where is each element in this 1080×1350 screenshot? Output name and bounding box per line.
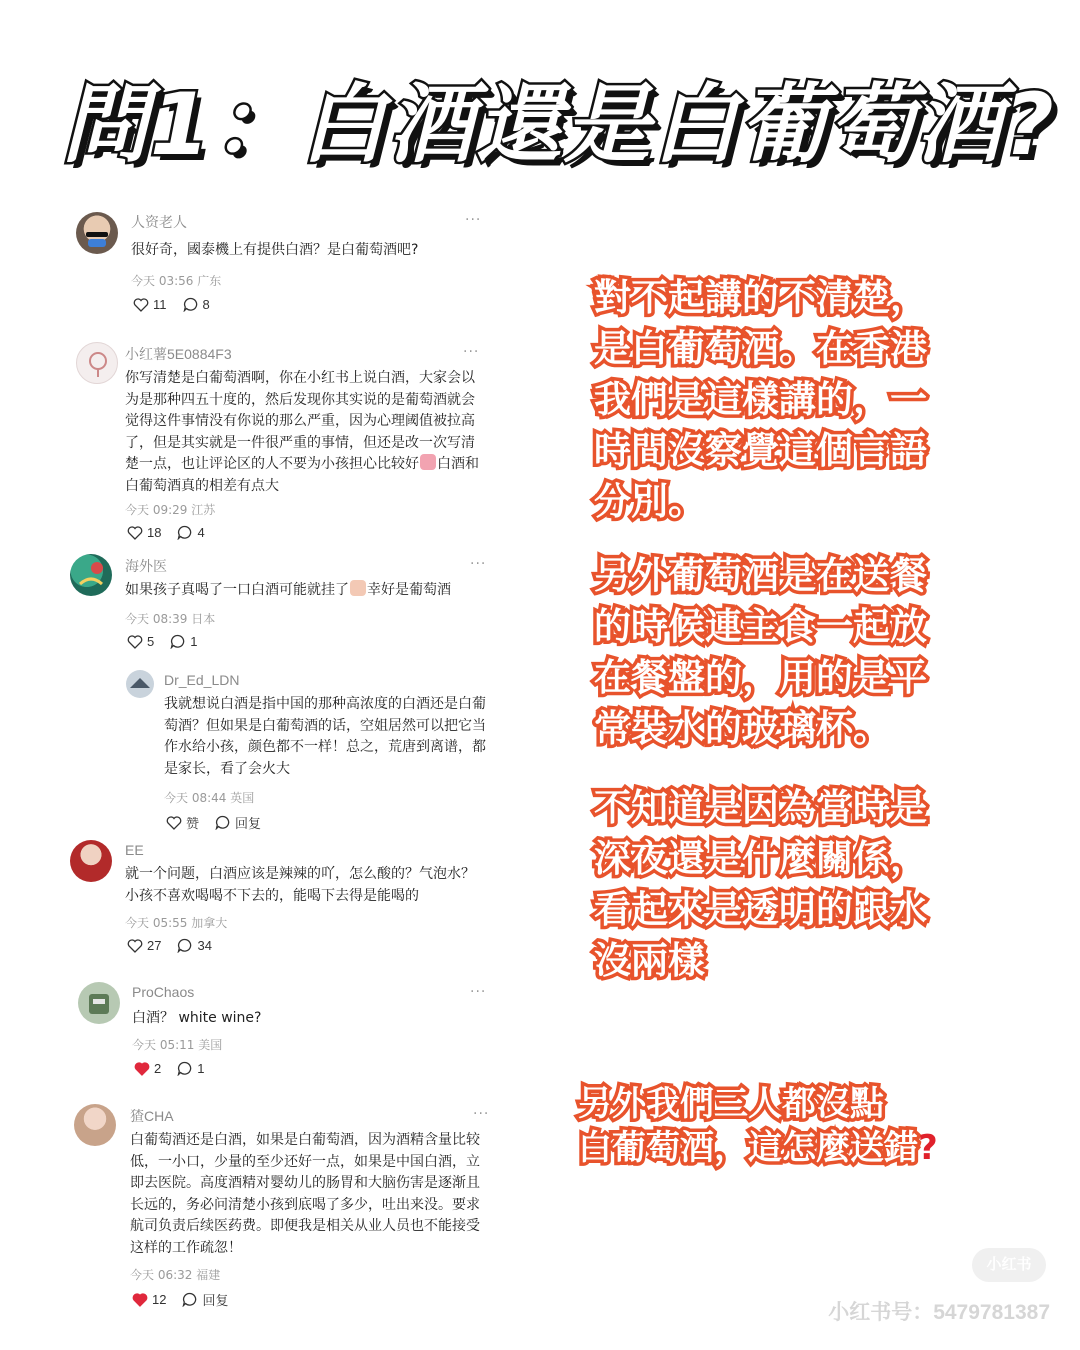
- page-title: 問1：白酒還是白葡萄酒?: [62, 75, 1056, 175]
- comment-actions: [127, 938, 212, 953]
- comment-icon: [182, 1292, 198, 1307]
- comment-username[interactable]: 人资老人: [131, 214, 187, 230]
- heart-filled-icon: [132, 1293, 148, 1307]
- reply-count: 34: [197, 938, 212, 953]
- like-button[interactable]: [166, 813, 199, 832]
- heart-filled-icon: [134, 1062, 150, 1076]
- comment-item: [60, 978, 500, 1088]
- annotation-text: [578, 1038, 938, 1170]
- comment-actions: [166, 813, 261, 832]
- like-button[interactable]: [127, 525, 161, 540]
- comment-text: 就一个问题，白酒应该是辣辣的吖，怎么酸的？气泡水？小孩不喜欢喝喝不下去的，能喝下去得是能喝的: [125, 866, 475, 904]
- reply-count: 8: [202, 297, 210, 312]
- comment-icon: [215, 815, 231, 830]
- reply-button[interactable]: [170, 634, 197, 649]
- like-label: 赞: [186, 816, 200, 831]
- more-options-icon[interactable]: ···: [463, 344, 480, 360]
- avatar[interactable]: [70, 554, 112, 596]
- annotation-text: 不知道是因為當時是 深夜還是什麼關係， 看起來是透明的跟水 沒兩樣: [594, 786, 927, 982]
- comment-item: [60, 338, 500, 548]
- reply-button[interactable]: [177, 1061, 204, 1076]
- comment-icon: [183, 297, 199, 312]
- comment-item: [60, 552, 500, 662]
- comment-icon: [177, 525, 193, 540]
- avatar[interactable]: [74, 1104, 116, 1146]
- like-count: 27: [147, 938, 162, 953]
- heart-icon: [133, 298, 149, 312]
- reply-button[interactable]: [177, 525, 204, 540]
- comment-icon: [177, 938, 193, 953]
- reply-button[interactable]: [182, 1290, 228, 1309]
- reply-label: 回复: [235, 816, 262, 831]
- comment-username[interactable]: Dr_Ed_LDN: [164, 672, 240, 688]
- comment-text-tail: 幸好是葡萄酒: [367, 582, 451, 598]
- comment-actions: [133, 297, 210, 312]
- comment-meta: 今天 03:56 广东: [131, 274, 222, 288]
- comment-username[interactable]: 猹CHA: [130, 1108, 174, 1124]
- face-emoji-icon: [350, 580, 366, 596]
- annotation-text: 另外葡萄酒是在送餐 的時候連主食一起放 在餐盤的，用的是平 常裝水的玻璃杯。: [594, 554, 927, 750]
- reply-button[interactable]: [183, 297, 210, 312]
- comment-icon: [177, 1061, 193, 1076]
- avatar[interactable]: [76, 342, 118, 384]
- comment-item: [60, 836, 500, 966]
- watermark-text: 小红书号：5479781387: [828, 1301, 1050, 1324]
- reply-label: 回复: [202, 1293, 229, 1308]
- more-options-icon[interactable]: ···: [465, 212, 482, 228]
- comment-text-main: 如果孩子真喝了一口白酒可能就挂了: [125, 582, 349, 598]
- comment-actions: [132, 1290, 228, 1309]
- heart-icon: [127, 526, 143, 540]
- comment-feed: [60, 200, 500, 1320]
- like-count: 11: [153, 297, 167, 312]
- like-count: 18: [147, 525, 162, 540]
- annotation-text-main: 另外我們三人都沒點 白葡萄酒，這怎麼送錯: [578, 1084, 918, 1168]
- more-options-icon[interactable]: ···: [470, 984, 487, 1000]
- like-count: 12: [152, 1292, 167, 1307]
- comment-text: 白葡萄酒还是白酒，如果是白葡萄酒，因为酒精含量比较低，一小口，少量的至少还好一点，如果是中国白酒，立即去医院。高度酒精对婴幼儿的肠胃和大脑伤害是逐渐且长远的，务必问清楚小孩到底喝了多少，吐出来没。要求航司负责后续医药费。即便我是相关从业人员也不能接受这样的工作疏忽！: [130, 1132, 480, 1256]
- comment-text: 白酒？ white wine?: [132, 1010, 262, 1026]
- like-button[interactable]: [127, 634, 154, 649]
- avatar[interactable]: [76, 212, 118, 254]
- avatar[interactable]: [78, 982, 120, 1024]
- like-button[interactable]: [133, 297, 167, 312]
- like-button[interactable]: [127, 938, 161, 953]
- comment-meta: 今天 08:39 日本: [125, 612, 216, 626]
- annotation-text: 對不起講的不清楚， 是白葡萄酒。在香港 我們是這樣講的，一 時間沒察覺這個言語 分別。: [594, 276, 927, 523]
- comment-text: [125, 580, 495, 602]
- comment-text-tail: 白酒和白葡萄酒真的相差有点大: [125, 456, 479, 494]
- comment-text: 我就想说白酒是指中国的那种高浓度的白酒还是白葡萄酒？但如果是白葡萄酒的话，空姐居然可以把它当作水给小孩，颜色都不一样！总之，荒唐到离谱，都是家长，看了会火大: [164, 696, 486, 777]
- comment-username[interactable]: EE: [125, 842, 144, 858]
- comment-actions: [127, 634, 197, 649]
- comment-username[interactable]: ProChaos: [132, 984, 195, 1000]
- reply-comment-item: [120, 668, 500, 838]
- annotation-column: [572, 0, 1042, 1350]
- watermark-logo: 小红书: [972, 1248, 1046, 1282]
- comment-username[interactable]: 海外医: [125, 558, 167, 574]
- reply-button[interactable]: [215, 813, 261, 832]
- like-button[interactable]: [132, 1290, 166, 1309]
- reply-button[interactable]: [177, 938, 211, 953]
- reply-count: 1: [197, 1061, 205, 1076]
- comment-item: [60, 200, 500, 320]
- question-mark-icon: ?: [918, 1128, 938, 1168]
- comment-meta: 今天 05:11 美国: [132, 1038, 223, 1052]
- comment-text: 很好奇，國泰機上有提供白酒？是白葡萄酒吧?: [131, 242, 419, 258]
- avatar[interactable]: [126, 670, 154, 698]
- comment-item: [60, 1100, 500, 1315]
- comment-meta: 今天 08:44 英国: [164, 791, 255, 805]
- like-button[interactable]: [134, 1061, 161, 1076]
- heart-icon: [166, 816, 182, 830]
- comment-username[interactable]: 小红薯5E0884F3: [125, 346, 232, 362]
- comment-meta: 今天 05:55 加拿大: [125, 916, 228, 930]
- reply-count: 1: [190, 634, 198, 649]
- more-options-icon[interactable]: ···: [473, 1106, 490, 1122]
- comment-meta: 今天 06:32 福建: [130, 1268, 221, 1282]
- heart-icon: [127, 635, 143, 649]
- like-count: 2: [154, 1061, 162, 1076]
- pig-emoji-icon: [420, 454, 436, 470]
- reply-count: 4: [197, 525, 205, 540]
- comment-actions: [127, 525, 205, 540]
- comment-text-main: 你写清楚是白葡萄酒啊，你在小红书上说白酒，大家会以为是那种四五十度的，然后发现你其实说的是葡萄酒就会觉得这件事情没有你说的那么严重，因为心理阈值被拉高了，但是其实就是一件很严重的事情，但还是改一次写清楚一点，也让评论区的人不要为小孩担心比较好: [125, 370, 475, 472]
- comment-meta: 今天 09:29 江苏: [125, 503, 216, 517]
- more-options-icon[interactable]: ···: [470, 556, 487, 572]
- heart-icon: [127, 939, 143, 953]
- like-count: 5: [147, 634, 155, 649]
- comment-text: [125, 368, 485, 497]
- avatar[interactable]: [70, 840, 112, 882]
- comment-icon: [170, 634, 186, 649]
- comment-actions: [134, 1061, 204, 1076]
